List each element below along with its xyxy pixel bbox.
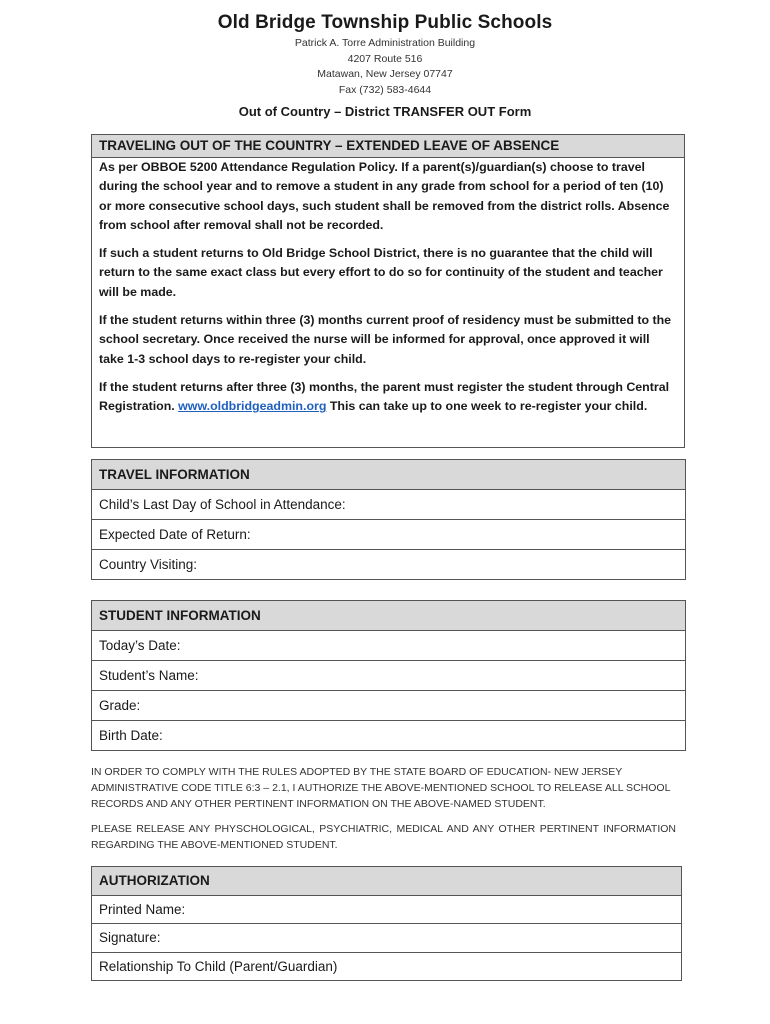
student-information-table	[91, 600, 686, 751]
expected-return-field[interactable]: Expected Date of Return:	[92, 519, 685, 549]
form-title: Out of Country – District TRANSFER OUT Form	[238, 104, 532, 119]
relationship-field[interactable]: Relationship To Child (Parent/Guardian)	[92, 952, 681, 981]
policy-section	[91, 134, 685, 448]
country-visiting-field[interactable]: Country Visiting:	[92, 549, 685, 579]
address-line-fax: Fax (732) 583-4644	[338, 83, 432, 96]
printed-name-field[interactable]: Printed Name:	[92, 895, 681, 924]
student-information-heading: STUDENT INFORMATION	[92, 601, 685, 630]
authorization-heading: AUTHORIZATION	[92, 867, 681, 895]
policy-text-after-link: This can take up to one week to re-register your child.	[326, 399, 648, 414]
oldbridgeadmin-link[interactable]: www.oldbridgeadmin.org	[178, 399, 327, 414]
medical-release-statement: PLEASE RELEASE ANY PHYSCHOLOGICAL, PSYCHIATRIC, MEDICAL AND ANY OTHER PERTINENT INFORMATION REGARDING THE ABOVE-MENTIONED STUDENT.	[91, 823, 676, 851]
authorization-table	[91, 866, 682, 981]
grade-field[interactable]: Grade:	[92, 690, 685, 720]
todays-date-field[interactable]: Today’s Date:	[92, 630, 685, 660]
birth-date-field[interactable]: Birth Date:	[92, 720, 685, 750]
signature-field[interactable]: Signature:	[92, 923, 681, 952]
policy-paragraph: As per OBBOE 5200 Attendance Regulation Policy. If a parent(s)/guardian(s) choose to travel during the school year and to remove a student in any grade from school for a period of ten (10) or more consecutive school days, such student shall be removed from the district rolls. Absence from school after removal shall not be recorded.	[99, 160, 670, 232]
school-name: Old Bridge Township Public Schools	[217, 12, 553, 33]
address-line-building: Patrick A. Torre Administration Building	[294, 37, 476, 49]
policy-heading: TRAVELING OUT OF THE COUNTRY – EXTENDED LEAVE OF ABSENCE	[92, 135, 684, 158]
travel-information-table	[91, 459, 686, 580]
travel-information-heading: TRAVEL INFORMATION	[92, 460, 685, 489]
policy-paragraph: If such a student returns to Old Bridge School District, there is no guarantee that the child will return to the same exact class but every effort to do so for continuity of the student and teacher will be made.	[99, 246, 663, 299]
address-line-street: 4207 Route 516	[347, 52, 423, 65]
address-line-city: Matawan, New Jersey 07747	[317, 68, 453, 80]
student-name-field[interactable]: Student’s Name:	[92, 660, 685, 690]
policy-paragraph-registration	[99, 378, 677, 417]
policy-text-before-link: If the student returns after three (3) months, the parent must register the student through Central Registration.	[99, 379, 670, 414]
records-release-statement: IN ORDER TO COMPLY WITH THE RULES ADOPTED BY THE STATE BOARD OF EDUCATION- NEW JERSEY ADMINISTRATIVE CODE TITLE 6:3 – 2.1, I AUTHORIZE THE ABOVE-MENTIONED SCHOOL TO RELEASE ALL SCHOOL RECORDS AND ANY OTHER PERTINENT INFORMATION ON THE ABOVE-NAMED STUDENT.	[91, 766, 671, 810]
letterhead	[0, 10, 770, 98]
policy-paragraph: If the student returns within three (3) months current proof of residency must be submitted to the school secretary. Once received the nurse will be informed for approval, once approved it will take 1-3 school days to re-register your child.	[99, 313, 672, 366]
last-day-field[interactable]: Child’s Last Day of School in Attendance:	[92, 489, 685, 519]
